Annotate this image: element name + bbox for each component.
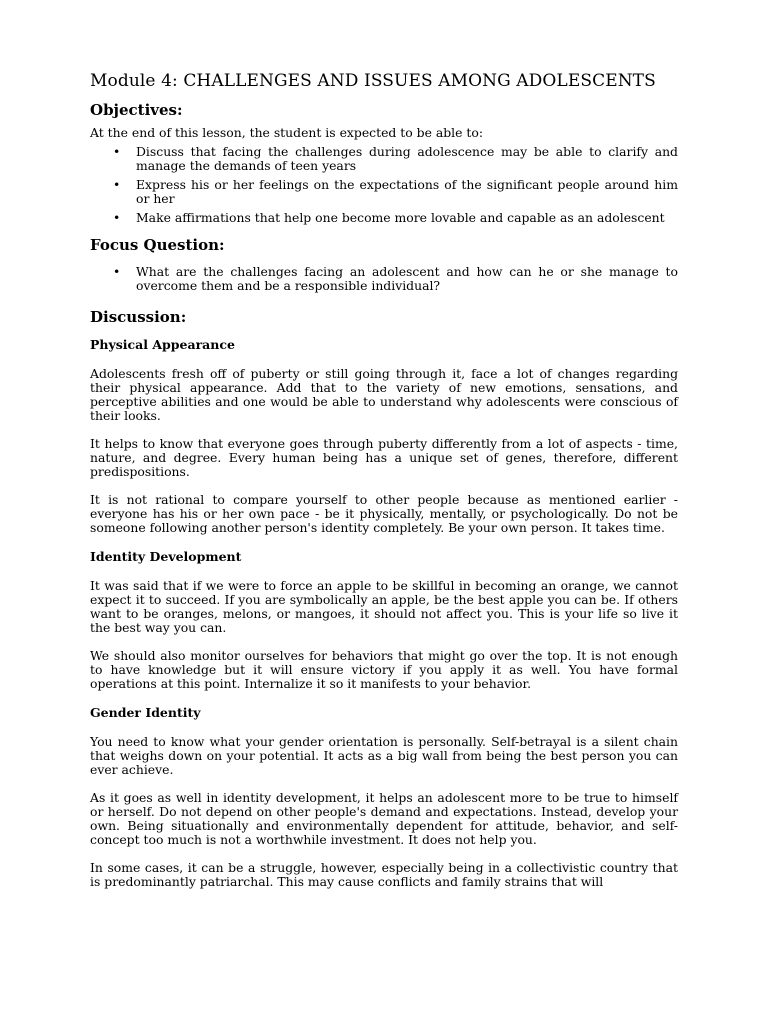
paragraph: It was said that if we were to force an apple to be skillful in becoming an orange, we cannot expect it to succeed. If you are symbolically an apple, be the best apple you can be. If others want to be oranges, melons, or mangoes, it should not affect you. This is your life so live it the best way you can. <box>90 578 678 635</box>
focus-question-item: • What are the challenges facing an adolescent and how can he or she manage to overcome them and be a responsible individual? <box>136 265 678 293</box>
objectives-intro: At the end of this lesson, the student is expected to be able to: <box>90 125 484 140</box>
focus-question-heading: Focus Question: <box>90 236 225 254</box>
paragraph: In some cases, it can be a struggle, however, especially being in a collectivistic country that is predominantly patriarchal. This may cause conflicts and family strains that will <box>90 860 678 889</box>
paragraph: We should also monitor ourselves for behaviors that might go over the top. It is not enough to have knowledge but it will ensure victory if you apply it as well. You have formal operations at this point. Internalize it so it manifests to your behavior. <box>90 648 678 691</box>
paragraph: As it goes as well in identity development, it helps an adolescent more to be true to himself or herself. Do not depend on other people's demand and expectations. Instead, develop your own. Being situationally and environmentally dependent for attitude, behavior, and self-concept too much is not a worthwhile investment. It does not help you. <box>90 790 678 847</box>
paragraph: It is not rational to compare yourself to other people because as mentioned earlier - everyone has his or her own pace - be it physically, mentally, or psychologically. Do not be someone following another person's identity completely. Be your own person. It takes time. <box>90 492 678 535</box>
objective-item: • Discuss that facing the challenges during adolescence may be able to clarify and manage the demands of teen years <box>136 145 678 173</box>
objective-item: • Make affirmations that help one become more lovable and capable as an adolescent <box>136 211 678 225</box>
objectives-heading: Objectives: <box>90 101 183 119</box>
section-heading-gender-identity: Gender Identity <box>90 705 201 720</box>
section-heading-physical-appearance: Physical Appearance <box>90 337 235 352</box>
objective-item: • Express his or her feelings on the expectations of the significant people around him or her <box>136 178 678 206</box>
module-title: Module 4: CHALLENGES AND ISSUES AMONG ADOLESCENTS <box>90 71 656 91</box>
discussion-heading: Discussion: <box>90 308 187 326</box>
section-heading-identity-development: Identity Development <box>90 549 242 564</box>
paragraph: Adolescents fresh off of puberty or still going through it, face a lot of changes regarding their physical appearance. Add that to the variety of new emotions, sensations, and perceptive abilities and one would be able to understand why adolescents were conscious of their looks. <box>90 366 678 423</box>
paragraph: You need to know what your gender orientation is personally. Self-betrayal is a silent chain that weighs down on your potential. It acts as a big wall from being the best person you can ever achieve. <box>90 734 678 777</box>
focus-question-list <box>90 265 678 293</box>
objectives-list <box>90 145 678 225</box>
paragraph: It helps to know that everyone goes through puberty differently from a lot of aspects - time, nature, and degree. Every human being has a unique set of genes, therefore, different predispositions. <box>90 436 678 479</box>
